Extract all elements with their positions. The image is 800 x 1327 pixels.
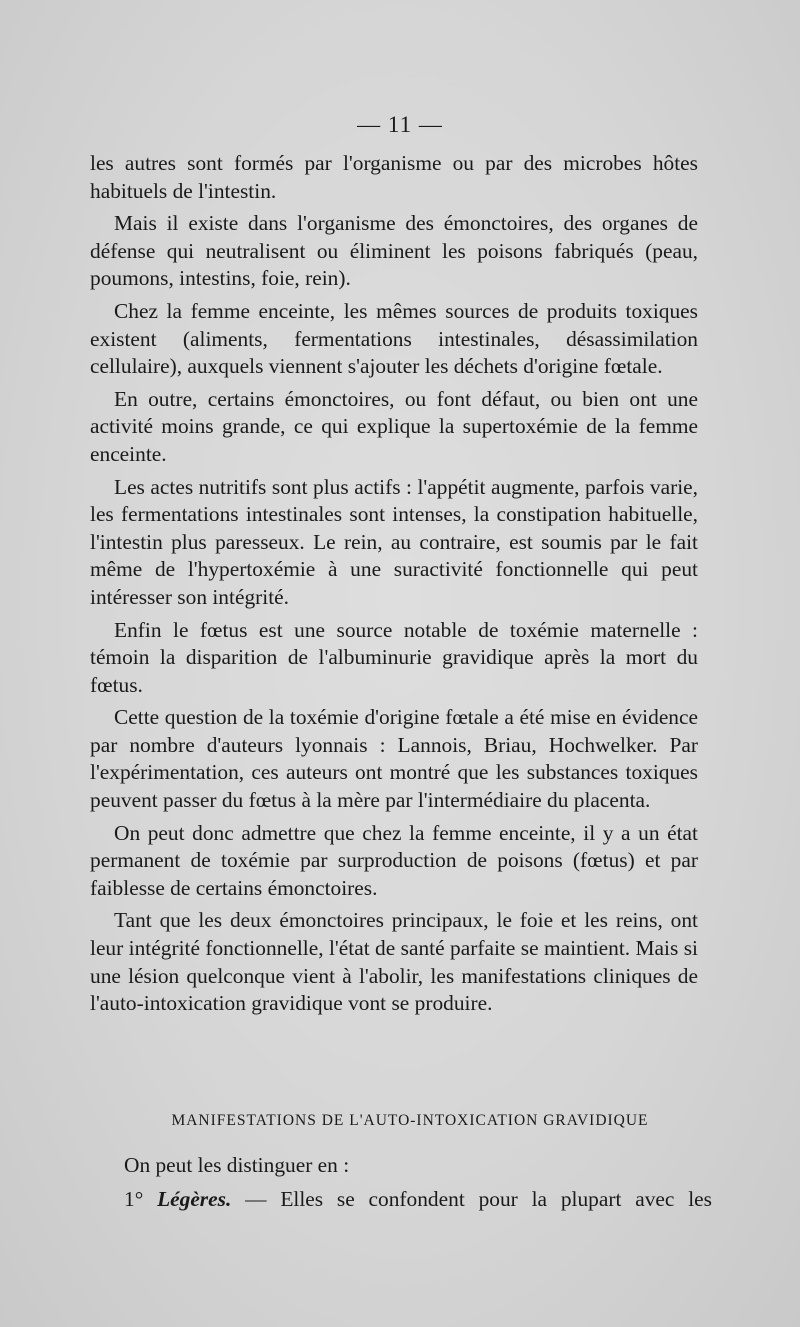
section-body [108, 1152, 712, 1219]
paragraph: Enfin le fœtus est une source notable de toxémie maternelle : témoin la disparition de l'albuminurie gravidique après la mort du fœtus. [90, 617, 698, 697]
paragraph: Chez la femme enceinte, les mêmes sources de produits toxiques existent (aliments, fermentations intestinales, désassimilation cellulaire), auxquels viennent s'ajouter les déchets d'origine fœtale. [90, 298, 698, 379]
item-text: — Elles se confondent pour la plupart avec les [245, 1186, 712, 1211]
paragraph: On peut donc admettre que chez la femme enceinte, il y a un état permanent de toxémie par surproduction de poisons (fœtus) et par faiblesse de certains émonctoires. [90, 820, 698, 900]
section-heading: MANIFESTATIONS DE L'AUTO-INTOXICATION GRAVIDIQUE [171, 1112, 649, 1129]
page-number: — 11 — [357, 112, 443, 137]
paragraph: Cette question de la toxémie d'origine fœtale a été mise en évidence par nombre d'auteurs lyonnais : Lannois, Briau, Hochwelker. Par l'expérimentation, ces auteurs ont montré que les substances toxiques peuvent passer du fœtus à la mère par l'intermédiaire du placenta. [90, 705, 698, 813]
paragraph-continuation: les autres sont formés par l'organisme ou par des microbes hôtes habituels de l'intestin. [90, 151, 698, 203]
intro-line: On peut les distinguer en : [124, 1153, 350, 1177]
paragraph: Tant que les deux émonctoires principaux, le foie et les reins, ont leur intégrité fonctionnelle, l'état de santé parfaite se maintient. Mais si une lésion quelconque vient à l'abolir, les manifestations cliniques de l'auto-intoxication gravidique vont se produire. [90, 908, 698, 1016]
paragraph: Mais il existe dans l'organisme des émonctoires, des organes de défense qui neutralisent ou éliminent les poisons fabriqués (peau, poumons, intestins, foie, rein). [90, 211, 698, 291]
paragraph: Les actes nutritifs sont plus actifs : l'appétit augmente, parfois varie, les fermentations intestinales sont intenses, la constipation habituelle, l'intestin plus paresseux. Le rein, au contraire, est soumis par le fait même de l'hypertoxémie à une suractivité fonctionnelle qui peut intéresser son intégrité. [90, 474, 698, 609]
item-number: 1° [124, 1186, 144, 1211]
body-text [90, 150, 698, 1023]
paragraph: En outre, certains émonctoires, ou font défaut, ou bien ont une activité moins grande, ce qui explique la supertoxémie de la femme enceinte. [90, 386, 698, 466]
list-item [124, 1186, 712, 1214]
item-keyword: Légères. [157, 1186, 232, 1211]
